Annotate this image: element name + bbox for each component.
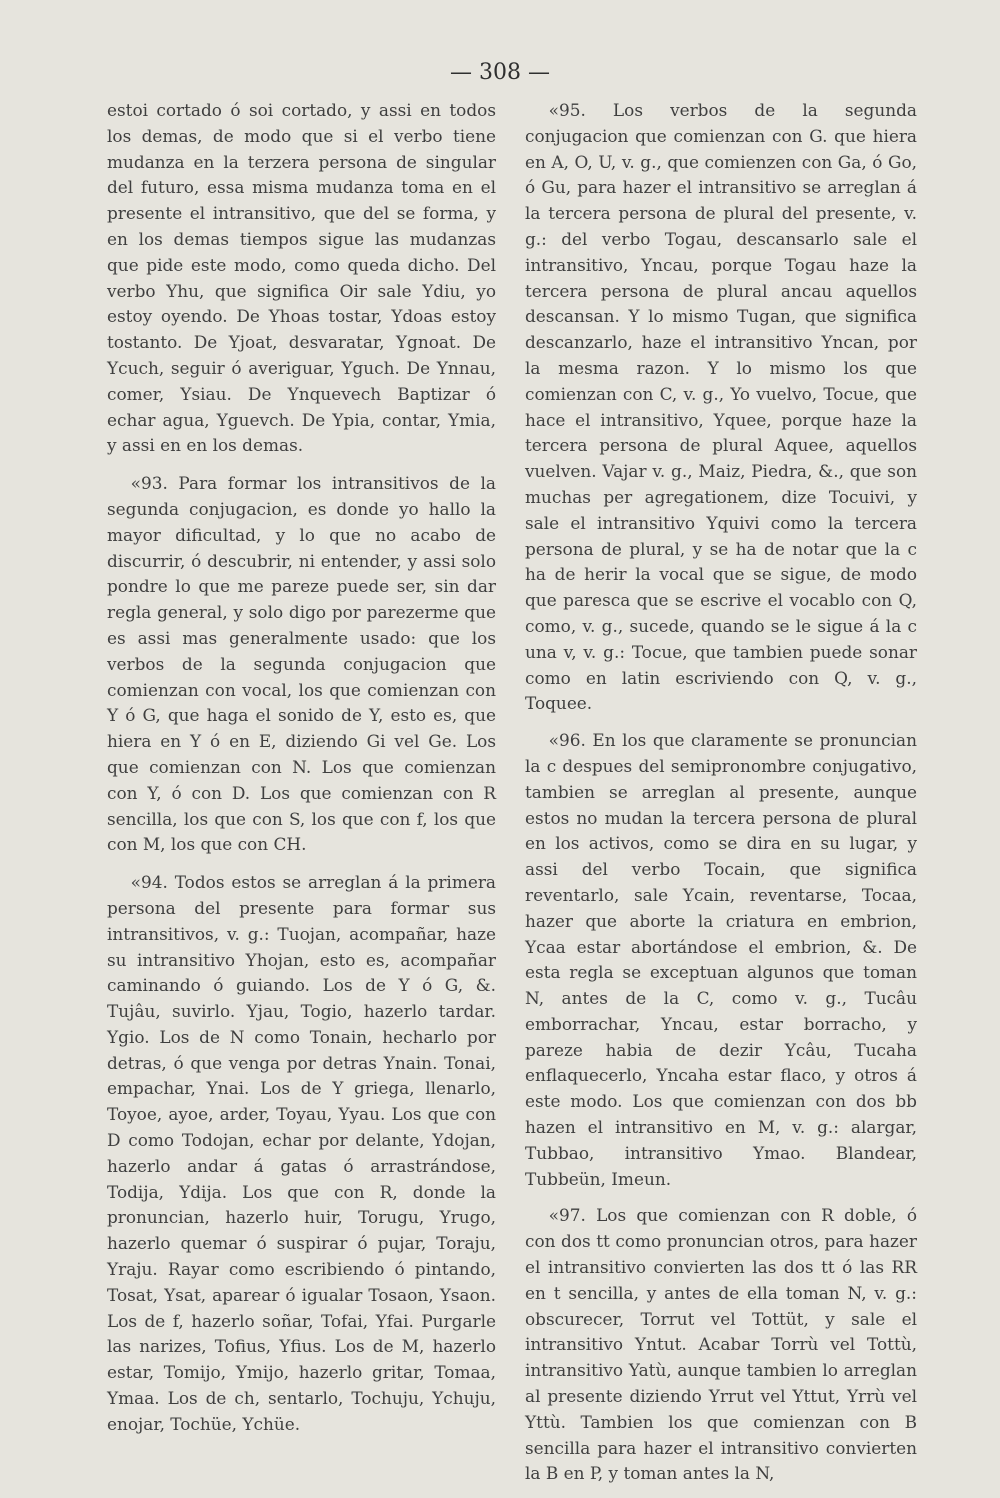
paragraph: «97. Los que comienzan con R doble, ó con dos tt como pronuncian otros, para hazer el intransitivo convierten las dos tt ó las RR en t sencilla, y antes de ella toman N, v. g.: obscurecer, Torrut vel Tottüt, y sale el intransitivo Yntut. Acabar Torrù vel Tottù, intransitivo Yatù, aunque tambien lo arreglan al presente diziendo Yrrut vel Yttut, Yrrù vel Yttù. Tambien los que comienzan con B sencilla para hazer el intransitivo convierten la B en P, y toman antes la N, (525, 1205, 917, 1484)
paragraph: «93. Para formar los intransitivos de la segunda conjugacion, es donde yo hallo la mayor dificultad, y lo que no acabo de discurrir, ó descubrir, ni entender, y assi solo pondre lo que me pareze puede ser, sin dar regla general, y solo digo por parezerme que es assi mas generalmente usado: que los verbos de la segunda conjugacion que comienzan con vocal, los que comienzan con Y ó G, que haga el sonido de Y, esto es, que hiera en Y ó en E, diziendo Gi vel Ge. Los que comienzan con N. Los que comienzan con Y, ó con D. Los que comienzan con R sencilla, los que con S, los que con f, los que con M, los que con CH. (107, 473, 496, 855)
paragraph: «95. Los verbos de la segunda conjugacion que comienzan con G. que hiera en A, O, U, v. g., que comienzen con Ga, ó Go, ó Gu, para hazer el intransitivo se arreglan á la tercera persona de plural del presente, v. g.: del verbo Togau, descansarlo sale el intransitivo, Yncau, porque Togau haze la tercera persona de plural ancau aquellos descansan. Y lo mismo Tugan, que significa descanzarlo, haze el intransitivo Yncan, por la mesma razon. Y lo mismo los que comienzan con C, v. g., Yo vuelvo, Tocue, que hace el intransitivo, Yquee, porque haze la tercera persona de plural Aquee, aquellos vuelven. Vajar v. g., Maiz, Piedra, &., que son muchas per agregationem, dize Tocuivi, y sale el intransitivo Yquivi como la tercera persona de plural, y se ha de notar que la c ha de herir la vocal que se sigue, de modo que paresca que se escrive el vocablo con Q, como, v. g., sucede, quando se le sigue á la c una v, v. g.: Tocue, que tambien puede sonar como en latin escriviendo con Q, v. g., Toquee. (525, 100, 917, 714)
right-column (525, 98, 917, 1498)
left-column (107, 98, 496, 1450)
page-number: — 308 — (450, 60, 550, 85)
paragraph: estoi cortado ó soi cortado, y assi en todos los demas, de modo que si el verbo tiene mudanza en la terzera persona de singular del futuro, essa misma mudanza toma en el presente el intransitivo, que del se forma, y en los demas tiempos sigue las mudanzas que pide este modo, como queda dicho. Del verbo Yhu, que significa Oir sale Ydiu, yo estoy oyendo. De Yhoas tostar, Ydoas estoy tostanto. De Yjoat, desvaratar, Ygnoat. De Ycuch, seguir ó averiguar, Yguch. De Ynnau, comer, Ysiau. De Ynquevech Baptizar ó echar agua, Yguevch. De Ypia, contar, Ymia, y assi en en los demas. (107, 100, 496, 456)
paragraph: «96. En los que claramente se pronuncian la c despues del semipronombre conjugativo, tambien se arreglan al presente, aunque estos no mudan la tercera persona de plural en los activos, como se dira en su lugar, y assi del verbo Tocain, que significa reventarlo, sale Ycain, reventarse, Tocaa, hazer que aborte la criatura en embrion, Ycaa estar abortándose el embrion, &. De esta regla se exceptuan algunos que toman N, antes de la C, como v. g., Tucâu emborrachar, Yncau, estar borracho, y pareze habia de dezir Ycâu, Tucaha enflaquecerlo, Yncaha estar flaco, y otros á este modo. Los que comienzan con dos bb hazen el intransitivo en M, v. g.: alargar, Tubbao, intransitivo Ymao. Blandear, Tubbeün, Imeun. (525, 730, 917, 1189)
paragraph: «94. Todos estos se arreglan á la primera persona del presente para formar sus intransitivos, v. g.: Tuojan, acompañar, haze su intransitivo Yhojan, esto es, acompañar caminando ó guiando. Los de Y ó G, &. Tujâu, suvirlo. Yjau, Togio, hazerlo tardar. Ygio. Los de N como Tonain, hecharlo por detras, ó que venga por detras Ynain. Tonai, empachar, Ynai. Los de Y griega, llenarlo, Toyoe, ayoe, arder, Toyau, Yyau. Los que con D como Todojan, echar por delante, Ydojan, hazerlo andar á gatas ó arrastrándose, Todija, Ydija. Los que con R, donde la pronuncian, hazerlo huir, Torugu, Yrugo, hazerlo quemar ó suspirar ó pujar, Toraju, Yraju. Rayar como escribiendo ó pintando, Tosat, Ysat, aparear ó igualar Tosaon, Ysaon. Los de f, hazerlo soñar, Tofai, Yfai. Purgarle las narizes, Tofius, Yfius. Los de M, hazerlo estar, Tomijo, Ymijo, hazerlo gritar, Tomaa, Ymaa. Los de ch, sentarlo, Tochuju, Ychuju, enojar, Tochüe, Ychüe. (107, 872, 496, 1434)
